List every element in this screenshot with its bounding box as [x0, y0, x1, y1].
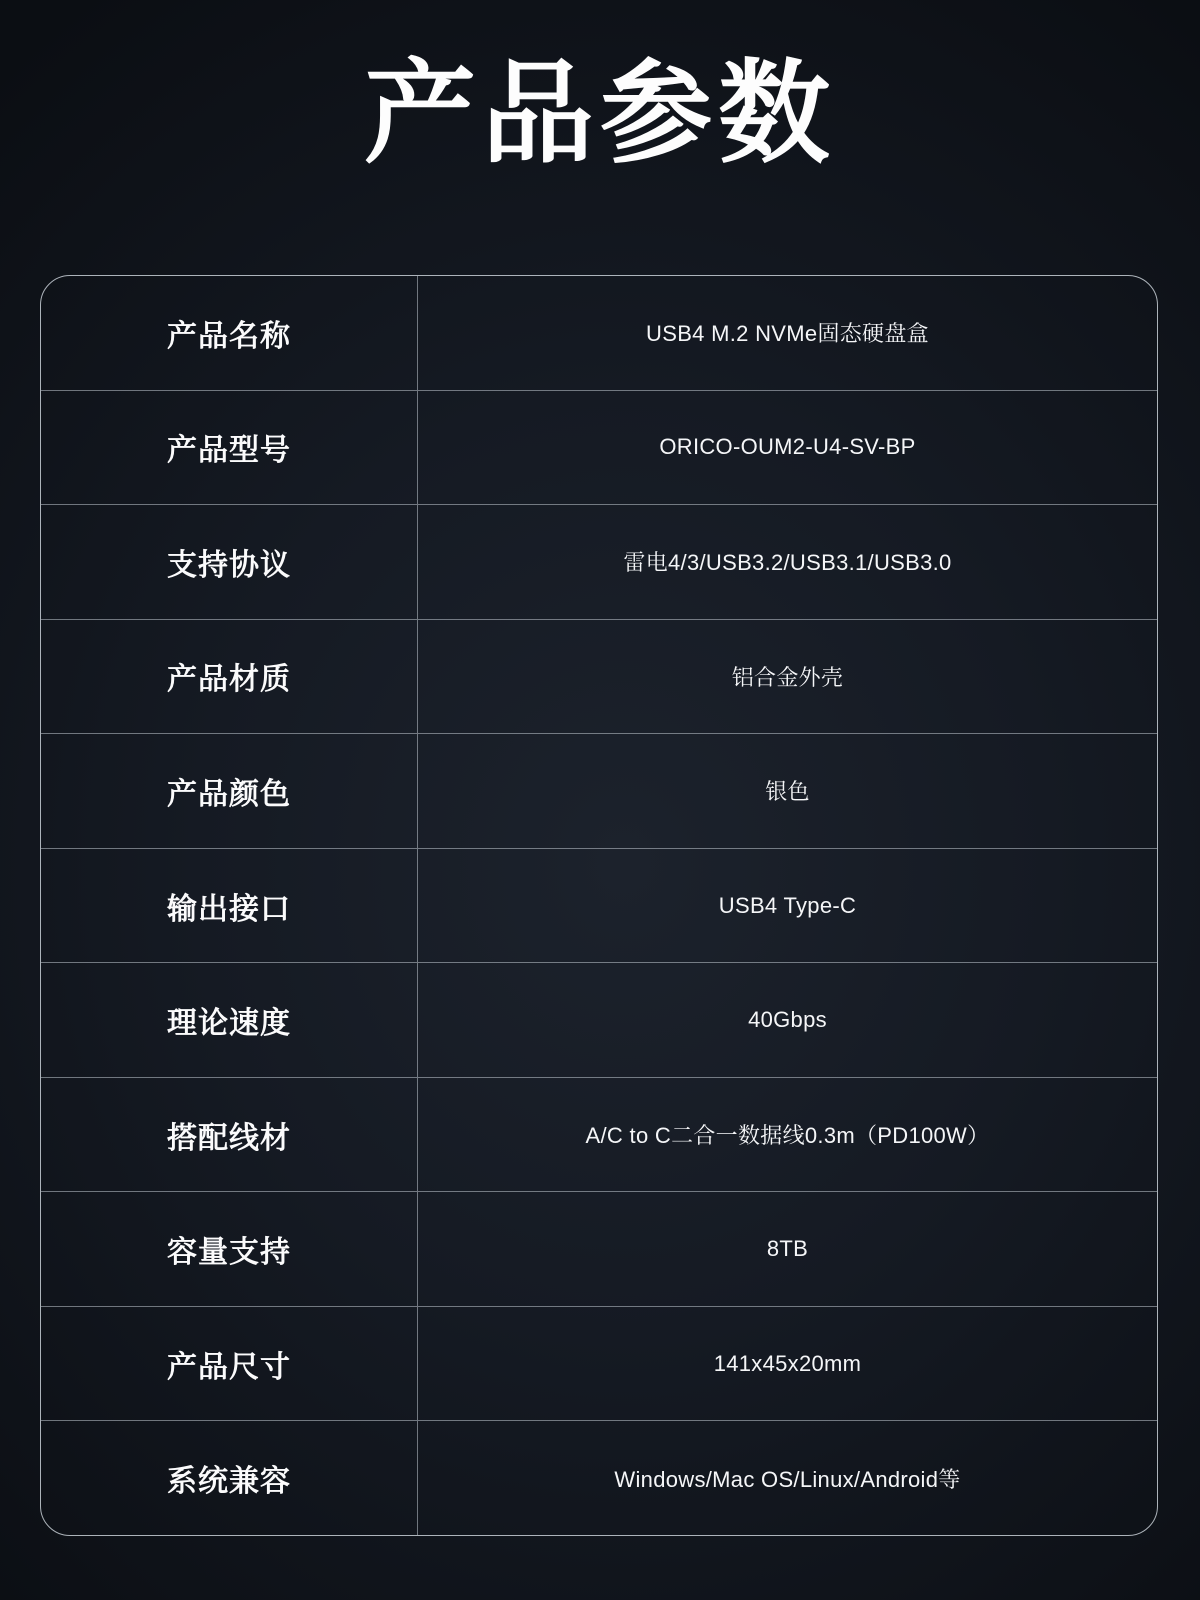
spec-value: 铝合金外壳 — [731, 664, 844, 690]
spec-label: 理论速度 — [41, 963, 418, 1077]
spec-value: 141x45x20mm — [713, 1350, 862, 1376]
spec-label: 产品名称 — [41, 276, 418, 390]
spec-row-capacity — [41, 1191, 1157, 1306]
spec-label: 输出接口 — [41, 849, 418, 963]
spec-row-speed — [41, 962, 1157, 1077]
spec-value: A/C to C二合一数据线0.3m（PD100W） — [585, 1123, 990, 1149]
spec-value: USB4 M.2 NVMe固态硬盘盒 — [646, 321, 929, 347]
spec-value: 雷电4/3/USB3.2/USB3.1/USB3.0 — [623, 550, 952, 576]
spec-row-model — [41, 390, 1157, 505]
spec-value: USB4 Type-C — [718, 892, 857, 918]
spec-row-output-port — [41, 848, 1157, 963]
spec-value: 8TB — [766, 1236, 809, 1262]
spec-value: ORICO-OUM2-U4-SV-BP — [659, 434, 916, 460]
spec-label: 产品颜色 — [41, 734, 418, 848]
spec-label: 容量支持 — [41, 1192, 418, 1306]
spec-row-cable — [41, 1077, 1157, 1192]
spec-label: 支持协议 — [41, 505, 418, 619]
spec-row-color — [41, 733, 1157, 848]
spec-label: 产品材质 — [41, 620, 418, 734]
spec-value: 银色 — [765, 779, 810, 805]
spec-row-product-name — [41, 276, 1157, 390]
spec-table — [40, 275, 1158, 1536]
spec-row-protocols — [41, 504, 1157, 619]
spec-value: Windows/Mac OS/Linux/Android等 — [614, 1466, 961, 1492]
spec-row-material — [41, 619, 1157, 734]
spec-label: 系统兼容 — [41, 1421, 418, 1535]
spec-label: 产品型号 — [41, 391, 418, 505]
spec-label: 搭配线材 — [41, 1078, 418, 1192]
page-title: 产品参数 — [364, 51, 836, 176]
spec-label: 产品尺寸 — [41, 1307, 418, 1421]
spec-row-os-compatibility — [41, 1420, 1157, 1535]
spec-row-dimensions — [41, 1306, 1157, 1421]
spec-value: 40Gbps — [748, 1007, 827, 1033]
